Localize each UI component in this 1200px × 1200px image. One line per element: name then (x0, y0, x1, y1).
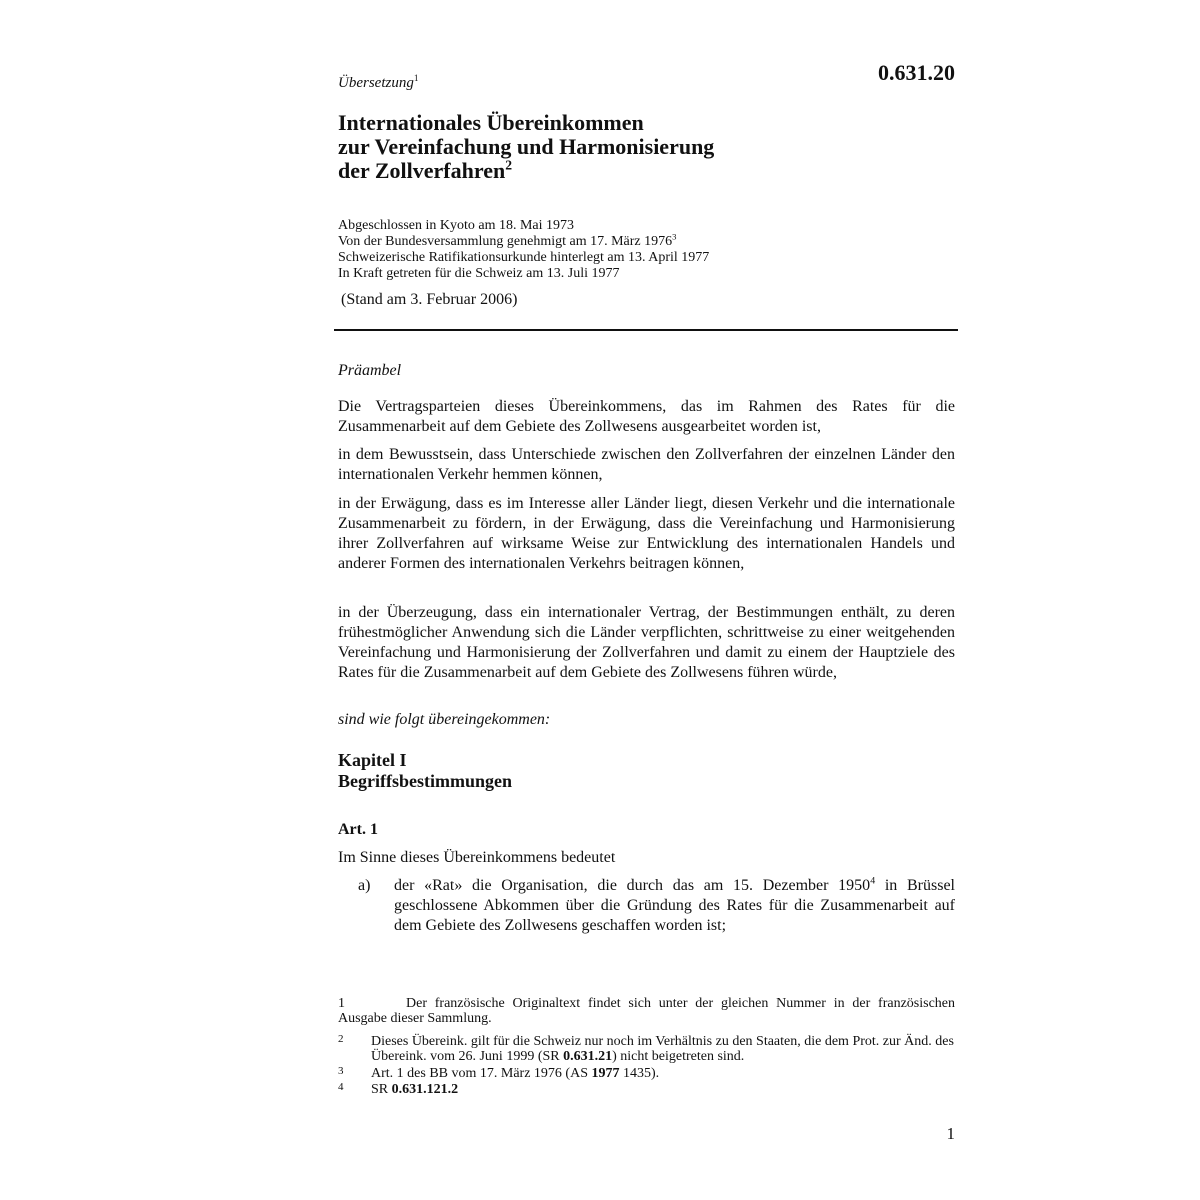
footnote-2-number: 2 (338, 1033, 344, 1045)
footnote-3-as-link[interactable]: 1977 (591, 1066, 620, 1081)
footnote-4-sr-link[interactable]: 0.631.121.2 (391, 1082, 459, 1097)
footnote-3-text (371, 1066, 955, 1081)
meta-ratification: Schweizerische Ratifikationsurkunde hinterlegt am 13. April 1977 (338, 250, 710, 265)
footnote-2-text-a: Dieses Übereink. gilt für die Schweiz nur noch im Verhältnis zu den Staaten, die dem Prot. zur Änd. des Übereink. vom 26. Juni 1999 (SR (371, 1034, 954, 1064)
preamble-paragraph-1 (338, 397, 955, 437)
sr-number: 0.631.20 (878, 60, 955, 85)
list-item-text (394, 876, 955, 936)
footnote-3-text-b: 1435). (619, 1066, 660, 1081)
preamble-paragraph-2 (338, 445, 955, 485)
list-item-text-part1: der «Rat» die Organisation, die durch das am 15. Dezember 1950 (394, 877, 871, 894)
title-line-3 (338, 159, 958, 183)
translation-text: Übersetzung (338, 75, 414, 91)
footnote-4-text-a: SR (371, 1082, 392, 1097)
footnote-2-text-b: ) nicht beigetreten sind. (612, 1049, 745, 1064)
preamble-paragraph-3 (338, 494, 955, 574)
horizontal-rule (334, 329, 958, 331)
footnote-1 (338, 996, 955, 1026)
footnote-ref-3[interactable]: 3 (672, 231, 677, 242)
footnote-2-sr-link[interactable]: 0.631.21 (563, 1049, 613, 1064)
footnote-ref-4[interactable]: 4 (870, 875, 876, 887)
list-item-text-part2: in Brüssel geschlossene Abkommen über die Gründung des Rates für die Zusammenarbeit auf dem Gebiete des Zollwesens geschaffen worden ist; (394, 877, 955, 934)
article-intro: Im Sinne dieses Übereinkommens bedeutet (338, 849, 616, 866)
meta-in-force: In Kraft getreten für die Schweiz am 13. Juli 1977 (338, 266, 620, 281)
footnote-4 (338, 1082, 955, 1098)
translation-label (338, 73, 418, 93)
preamble-closing: sind wie folgt übereingekommen: (338, 711, 551, 728)
document-metadata (338, 218, 958, 282)
footnote-ref-2[interactable]: 2 (505, 157, 513, 173)
title-line-1: Internationales Übereinkommen (338, 110, 644, 135)
preamble-p2-text: in dem Bewusstsein, dass Unterschiede zwischen den Zollverfahren der einzelnen Länder den internationalen Verkehr hemmen können, (338, 446, 955, 483)
footnote-3-number: 3 (338, 1065, 344, 1077)
meta-approved (338, 231, 958, 250)
footnote-2 (338, 1034, 955, 1066)
chapter-heading (338, 750, 512, 792)
list-item-label: a) (358, 877, 371, 894)
preamble-paragraph-4 (338, 603, 955, 683)
status-date: (Stand am 3. Februar 2006) (341, 291, 518, 308)
footnote-4-number: 4 (338, 1081, 344, 1093)
footnote-1-number: 1 (338, 996, 345, 1011)
footnote-3 (338, 1066, 955, 1082)
meta-concluded: Abgeschlossen in Kyoto am 18. Mai 1973 (338, 218, 575, 233)
article-label: Art. 1 (338, 821, 378, 838)
preamble-heading: Präambel (338, 362, 402, 379)
footnote-ref-1[interactable]: 1 (413, 74, 419, 84)
footnote-1-text: Der französische Originaltext findet sich unter der gleichen Nummer in der französischen Ausgabe dieser Sammlung. (338, 996, 955, 1026)
preamble-p3-text: in der Erwägung, dass es im Interesse aller Länder liegt, diesen Verkehr und die internationale Zusammenarbeit zu fördern, in der Erwägung, dass die Vereinfachung und Harmonisierung ihrer Zollverfahren auf wirksame Weise zur Entwicklung des internationalen Handels und anderer Formen des internationalen Verkehrs beitragen können, (338, 495, 955, 572)
chapter-number: Kapitel I (338, 750, 407, 770)
meta-approved-text: Von der Bundesversammlung genehmigt am 17. März 1976 (338, 234, 673, 249)
page-number: 1 (946, 1124, 955, 1143)
footnote-4-text (371, 1082, 955, 1097)
footnote-3-text-a: Art. 1 des BB vom 17. März 1976 (AS (371, 1066, 592, 1081)
preamble-p4-text: in der Überzeugung, dass ein internationaler Vertrag, der Bestimmungen enthält, zu deren frühestmöglicher Anwendung sich die Länder verpflichten, schrittweise zu einer weitgehenden Vereinfachung und Harmonisierung der Zollverfahren und damit zu einem der Hauptziele des Rates für die Zusammenarbeit auf dem Gebiete des Zollwesens führen würde, (338, 604, 955, 681)
chapter-title: Begriffsbestimmungen (338, 771, 512, 791)
title-line-3-text: der Zollverfahren (338, 158, 506, 183)
document-title (338, 111, 958, 183)
footnote-2-text (371, 1034, 955, 1064)
preamble-p1-text: Die Vertragsparteien dieses Übereinkommens, das im Rahmen des Rates für die Zusammenarbeit auf dem Gebiete des Zollwesens ausgearbeitet worden ist, (338, 398, 955, 435)
title-line-2: zur Vereinfachung und Harmonisierung (338, 134, 715, 159)
